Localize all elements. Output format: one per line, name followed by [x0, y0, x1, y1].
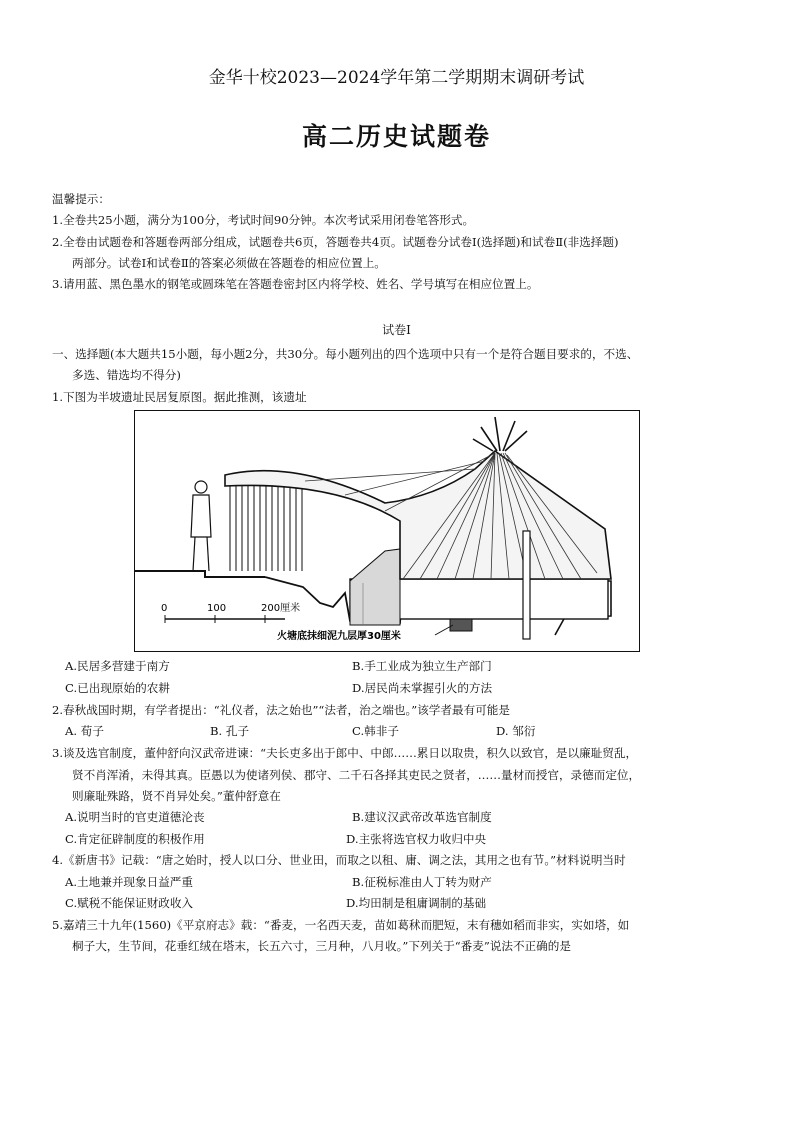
notice-item-3: 3.请用蓝、黑色墨水的钢笔或圆珠笔在答题卷密封区内将学校、姓名、学号填写在相应位置上。	[52, 277, 539, 291]
question-5-stem-cont: 桐子大，生节间，花垂红绒在塔末，长五六寸，三月种，八月收。”下列关于“番麦”说法不正确的是	[72, 939, 571, 953]
notice-item-2: 2.全卷由试题卷和答题卷两部分组成，试题卷共6页，答题卷共4页。试题卷分试卷Ⅰ(选择题)和试卷Ⅱ(非选择题)	[52, 235, 619, 249]
banpo-dwelling-figure	[134, 410, 640, 652]
banpo-dwelling-drawing	[135, 411, 639, 651]
q3-option-c: C.肯定征辟制度的积极作用	[65, 832, 205, 846]
q4-option-d: D.均田制是租庸调制的基础	[346, 896, 487, 910]
part-intro-cont: 多选、错选均不得分)	[72, 368, 181, 382]
question-3-stem-cont-1: 贤不肖浑淆，未得其真。臣愚以为使诸列侯、郡守、二千石各择其吏民之贤者，……量材而授官，录德而定位，	[72, 768, 641, 782]
question-2-stem: 2.春秋战国时期，有学者提出：“礼仪者，法之始也”“法者，治之端也。”该学者最有可能是	[52, 703, 510, 717]
part-intro: 一、选择题(本大题共15小题，每小题2分，共30分。每小题列出的四个选项中只有一个是符合题目要求的，不选、	[52, 347, 639, 361]
scale-label-0: 0	[161, 603, 168, 614]
q4-option-c: C.赋税不能保证财政收入	[65, 896, 194, 910]
section-title: 试卷Ⅰ	[382, 323, 411, 337]
question-4-stem: 4.《新唐书》记载：“唐之始时，授人以口分、世业田，而取之以租、庸、调之法，其用之也有节。”材料说明当时	[52, 853, 626, 867]
q3-option-a: A.说明当时的官吏道德沦丧	[65, 810, 205, 824]
q2-option-c: C.韩非子	[352, 724, 399, 738]
paper-title: 高二历史试题卷	[301, 122, 491, 151]
scale-label-100: 100	[207, 603, 227, 614]
question-1-stem: 1.下图为半坡遗址民居复原图。据此推测，该遗址	[52, 390, 307, 404]
notice-item-2-cont: 两部分。试卷Ⅰ和试卷Ⅱ的答案必须做在答题卷的相应位置上。	[72, 256, 386, 270]
notice-item-1: 1.全卷共25小题，满分为100分，考试时间90分钟。本次考试采用闭卷笔答形式。	[52, 213, 475, 227]
q2-option-b: B. 孔子	[210, 724, 250, 738]
scale-label-200: 200厘米	[261, 603, 301, 614]
q2-option-a: A. 荀子	[65, 724, 104, 738]
q3-option-b: B.建议汉武帝改革选官制度	[352, 810, 492, 824]
q2-option-d: D. 邹衍	[496, 724, 536, 738]
q1-option-d: D.居民尚未掌握引火的方法	[352, 681, 493, 695]
question-3-stem-cont-2: 则廉耻殊路，贤不肖异处矣。”董仲舒意在	[72, 789, 281, 803]
q4-option-b: B.征税标准由人丁转为财产	[352, 875, 492, 889]
question-5-stem: 5.嘉靖三十九年(1560)《平京府志》载：“番麦，一名西天麦，苗如葛秫而肥短，末有穗如稻而非实，实如塔，如	[52, 918, 630, 932]
question-3-stem: 3.谈及选官制度，董仲舒向汉武帝进谏：“夫长吏多出于郎中、中郎……累日以取贵，积久以致官，是以廉耻贸乱，	[52, 746, 638, 760]
q3-option-d: D.主张将选官权力收归中央	[346, 832, 487, 846]
q1-option-c: C.已出现原始的农耕	[65, 681, 170, 695]
person-figure	[191, 481, 211, 571]
notice-heading: 温馨提示：	[52, 192, 110, 206]
exam-title: 金华十校2023—2024学年第二学期期末调研考试	[208, 68, 585, 88]
q1-option-b: B.手工业成为独立生产部门	[352, 659, 492, 673]
figure-caption: 火塘底抹细泥九层厚30厘米	[277, 631, 401, 642]
q1-option-a: A.民居多营建于南方	[65, 659, 170, 673]
q4-option-a: A.土地兼并现象日益严重	[65, 875, 193, 889]
